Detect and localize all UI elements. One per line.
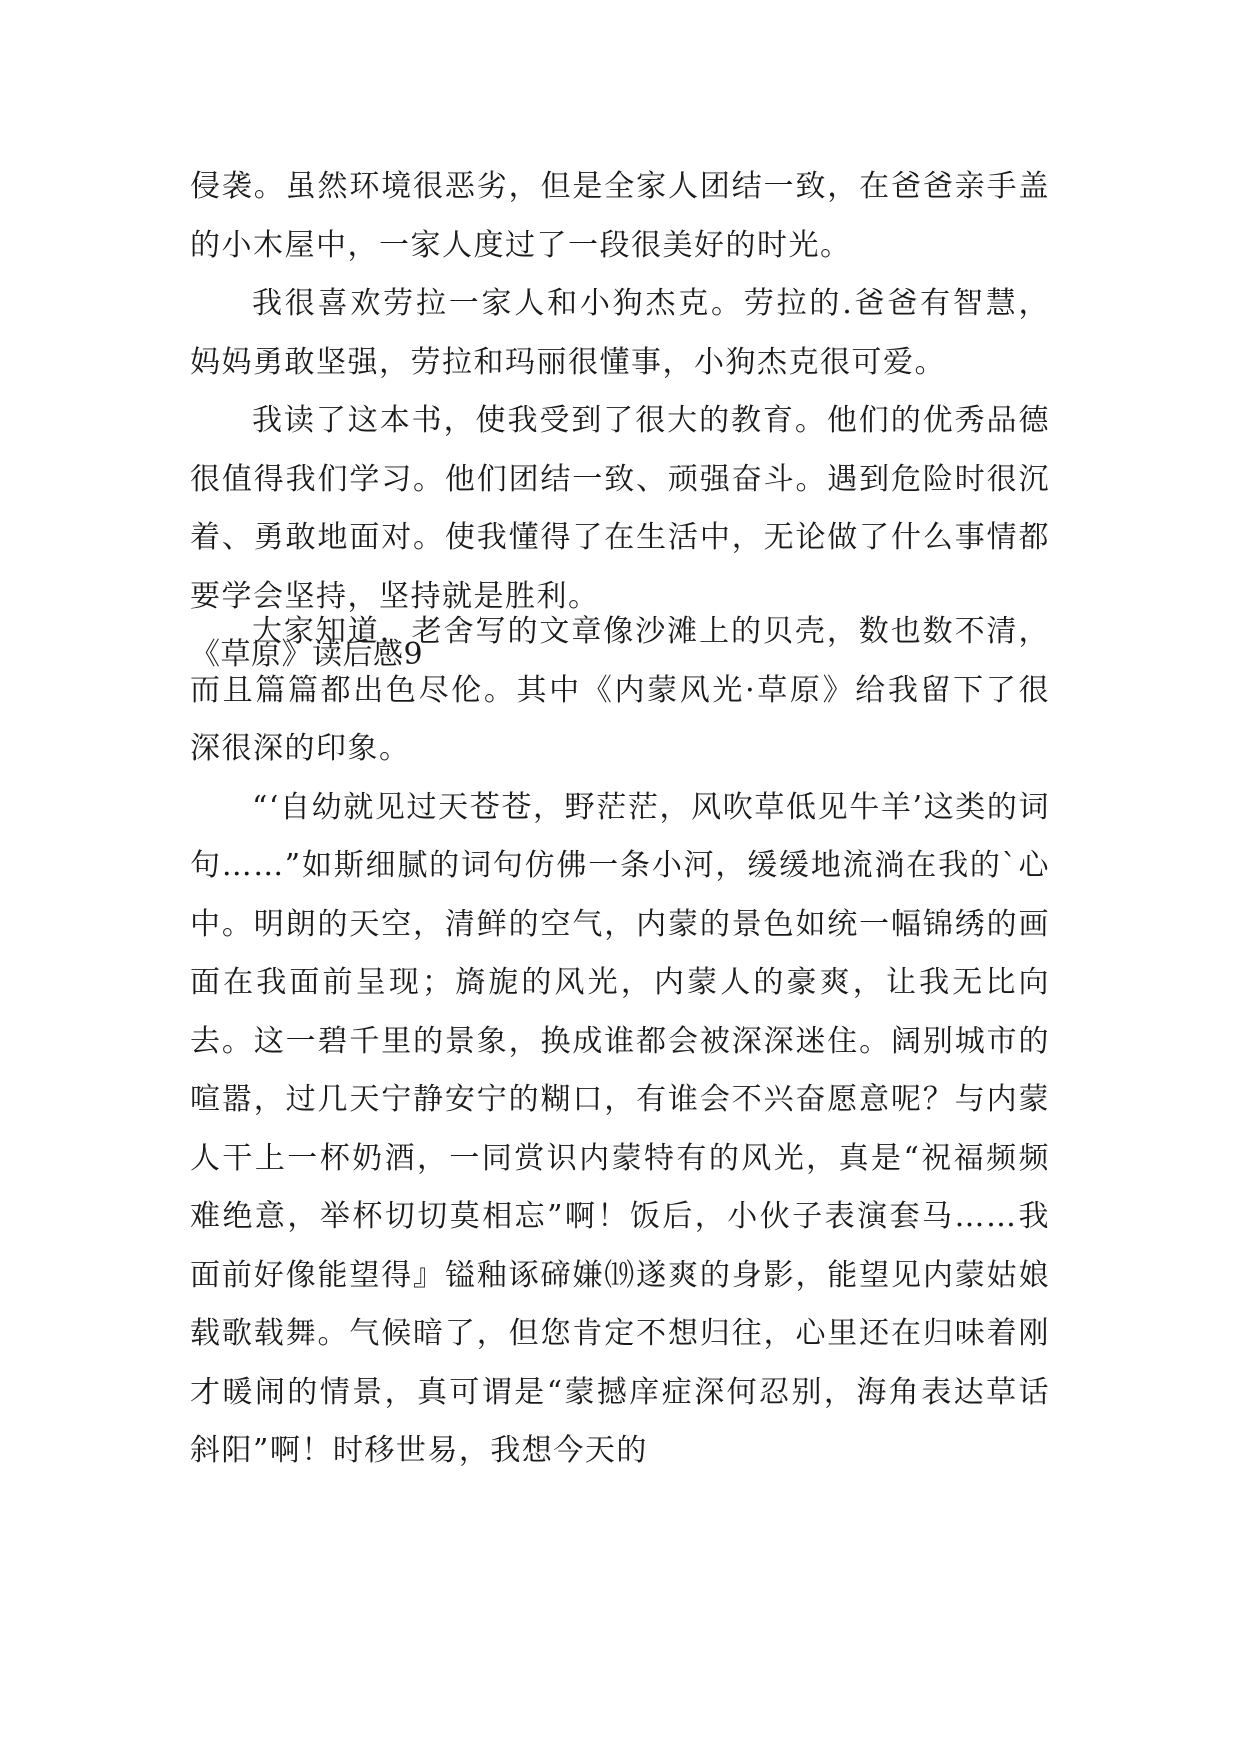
paragraph: “‘自幼就见过天苍苍，野茫茫，风吹草低见牛羊’这类的词句……”如斯细腻的词句仿佛一条小河，缓缓地流淌在我的`心中。明朗的天空，清鲜的空气，内蒙的景色如统一幅锦绣的画面在我面前呈现；旖旎的风光，内蒙人的豪爽，让我无比向去。这一碧千里的景象，换成谁都会被深深迷住。阔别城市的喧嚣，过几天宁静安宁的糊口，有谁会不兴奋愿意呢？与内蒙人干上一杯奶酒，一同赏识内蒙特有的风光，真是“祝福频频难绝意，举杯切切莫相忘”啊！饭后，小伙子表演套马……我面前好像能望得』镒釉诼碲嫌⒆遂爽的身影，能望见内蒙姑娘载歌载舞。气候暗了，但您肯定不想归往，心里还在归味着刚才暖闹的情景，真可谓是“蒙撼庠症深何忍别，海角表达草话斜阳”啊！时移世易，我想今天的 xyxy=(190,789,1050,1468)
paragraph-continuation: 侵袭。虽然环境很恶劣，但是全家人团结一致，在爸爸亲手盖的小木屋中，一家人度过了一段很美好的时光。 xyxy=(190,169,1050,263)
section-heading: 《草原》读后感9 xyxy=(190,637,424,672)
paragraph: 我读了这本书，使我受到了很大的教育。他们的优秀品德很值得我们学习。他们团结一致、顽强奋斗。遇到危险时很沉着、勇敢地面对。使我懂得了在生活中，无论做了什么事情都要学会坚持，坚持就是胜利。 xyxy=(190,403,1050,614)
body-text-bottom xyxy=(190,603,1050,1481)
paragraph: 大家知道，老舍写的文章像沙滩上的贝壳，数也数不清，而且篇篇都出色尽伦。其中《内蒙风光·草原》给我留下了很深很深的印象。 xyxy=(190,614,1050,766)
paragraph: 我很喜欢劳拉一家人和小狗杰克。劳拉的.爸爸有智慧，妈妈勇敢坚强，劳拉和玛丽很懂事，小狗杰克很可爱。 xyxy=(190,286,1050,380)
